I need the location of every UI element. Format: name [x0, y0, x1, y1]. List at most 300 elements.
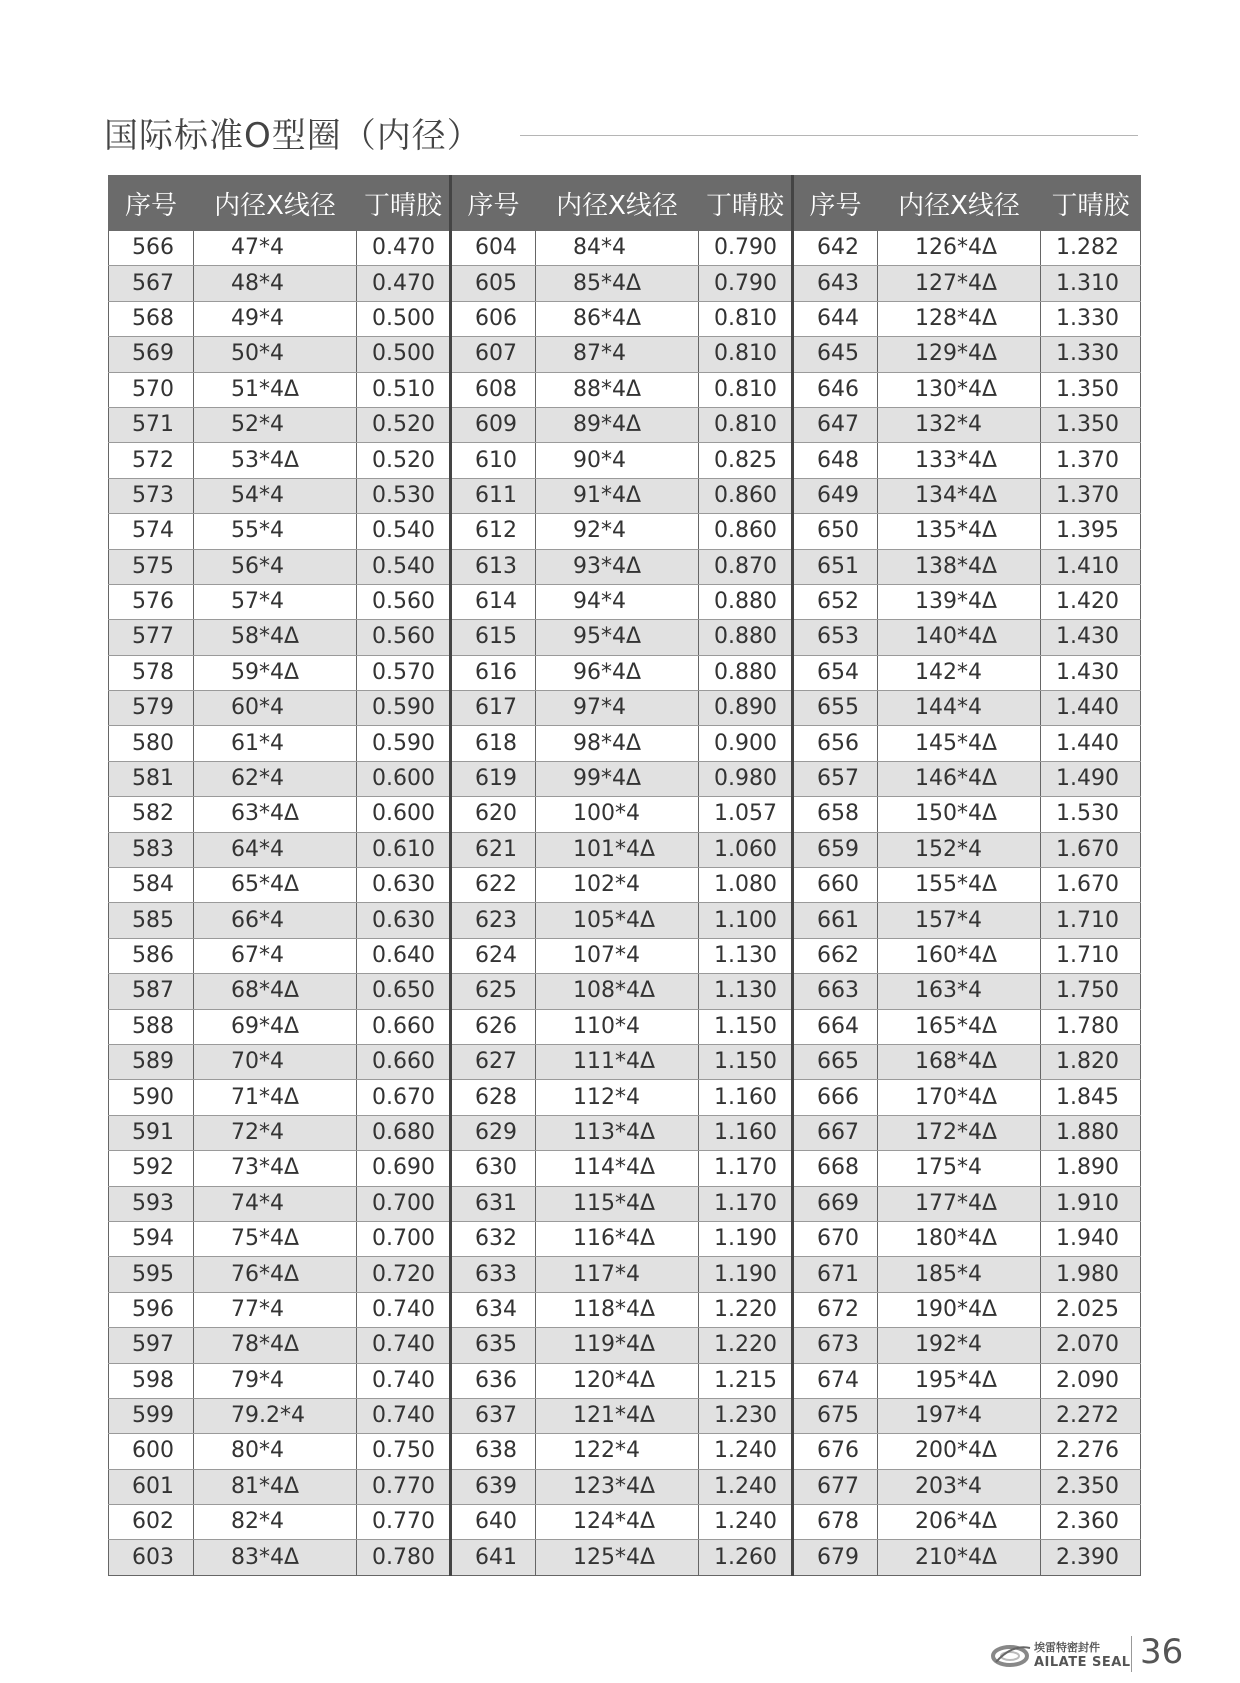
cell-nbr: 0.880 — [699, 655, 793, 690]
cell-nbr: 1.240 — [699, 1469, 793, 1504]
cell-size: 203*4 — [878, 1469, 1041, 1504]
cell-serial: 617 — [451, 691, 536, 726]
cell-size: 192*4 — [878, 1328, 1041, 1363]
cell-serial: 567 — [109, 266, 194, 301]
cell-nbr: 1.430 — [1041, 655, 1141, 690]
cell-size: 51*4Δ — [194, 372, 357, 407]
cell-serial: 679 — [793, 1540, 878, 1575]
cell-size: 78*4Δ — [194, 1328, 357, 1363]
cell-nbr: 1.100 — [699, 903, 793, 938]
cell-serial: 632 — [451, 1221, 536, 1256]
cell-size: 170*4Δ — [878, 1080, 1041, 1115]
cell-nbr: 1.420 — [1041, 584, 1141, 619]
cell-serial: 652 — [793, 584, 878, 619]
cell-size: 210*4Δ — [878, 1540, 1041, 1575]
cell-nbr: 1.410 — [1041, 549, 1141, 584]
cell-nbr: 0.600 — [357, 797, 451, 832]
cell-serial: 672 — [793, 1292, 878, 1327]
cell-serial: 584 — [109, 868, 194, 903]
cell-nbr: 1.910 — [1041, 1186, 1141, 1221]
cell-size: 71*4Δ — [194, 1080, 357, 1115]
cell-nbr: 0.900 — [699, 726, 793, 761]
cell-nbr: 0.700 — [357, 1186, 451, 1221]
cell-nbr: 1.395 — [1041, 514, 1141, 549]
cell-size: 119*4Δ — [536, 1328, 699, 1363]
cell-serial: 669 — [793, 1186, 878, 1221]
cell-nbr: 0.870 — [699, 549, 793, 584]
cell-size: 115*4Δ — [536, 1186, 699, 1221]
cell-size: 157*4 — [878, 903, 1041, 938]
cell-size: 63*4Δ — [194, 797, 357, 832]
cell-nbr: 1.240 — [699, 1505, 793, 1540]
cell-serial: 631 — [451, 1186, 536, 1221]
cell-nbr: 0.630 — [357, 903, 451, 938]
cell-serial: 624 — [451, 938, 536, 973]
cell-size: 83*4Δ — [194, 1540, 357, 1575]
cell-nbr: 0.520 — [357, 407, 451, 442]
cell-size: 108*4Δ — [536, 974, 699, 1009]
cell-size: 125*4Δ — [536, 1540, 699, 1575]
cell-nbr: 0.860 — [699, 478, 793, 513]
cell-serial: 576 — [109, 584, 194, 619]
cell-nbr: 0.740 — [357, 1328, 451, 1363]
cell-size: 84*4 — [536, 231, 699, 266]
table-row — [109, 761, 1141, 796]
cell-size: 190*4Δ — [878, 1292, 1041, 1327]
cell-nbr: 1.710 — [1041, 903, 1141, 938]
header-nbr: 丁晴胶 — [1041, 176, 1141, 231]
cell-serial: 641 — [451, 1540, 536, 1575]
cell-nbr: 0.980 — [699, 761, 793, 796]
cell-size: 116*4Δ — [536, 1221, 699, 1256]
cell-size: 150*4Δ — [878, 797, 1041, 832]
cell-serial: 613 — [451, 549, 536, 584]
cell-serial: 643 — [793, 266, 878, 301]
cell-size: 93*4Δ — [536, 549, 699, 584]
table-row — [109, 549, 1141, 584]
table-row — [109, 938, 1141, 973]
cell-nbr: 1.670 — [1041, 868, 1141, 903]
cell-size: 94*4 — [536, 584, 699, 619]
header-nbr: 丁晴胶 — [699, 176, 793, 231]
cell-size: 144*4 — [878, 691, 1041, 726]
cell-serial: 605 — [451, 266, 536, 301]
cell-serial: 626 — [451, 1009, 536, 1044]
cell-serial: 566 — [109, 231, 194, 266]
cell-serial: 586 — [109, 938, 194, 973]
cell-serial: 665 — [793, 1044, 878, 1079]
table-row — [109, 1080, 1141, 1115]
cell-serial: 640 — [451, 1505, 536, 1540]
table-row — [109, 1151, 1141, 1186]
cell-size: 69*4Δ — [194, 1009, 357, 1044]
cell-nbr: 0.470 — [357, 266, 451, 301]
cell-serial: 575 — [109, 549, 194, 584]
brand-logo — [990, 1638, 1140, 1672]
cell-serial: 596 — [109, 1292, 194, 1327]
cell-nbr: 0.880 — [699, 620, 793, 655]
cell-nbr: 1.150 — [699, 1009, 793, 1044]
brand-name-cn: 埃雷特密封件 — [1034, 1641, 1100, 1654]
cell-serial: 636 — [451, 1363, 536, 1398]
table-row — [109, 1186, 1141, 1221]
page-title: 国际标准O型圈（内径） — [104, 116, 482, 156]
cell-serial: 629 — [451, 1115, 536, 1150]
cell-serial: 657 — [793, 761, 878, 796]
cell-serial: 625 — [451, 974, 536, 1009]
cell-size: 91*4Δ — [536, 478, 699, 513]
cell-serial: 597 — [109, 1328, 194, 1363]
table-row — [109, 903, 1141, 938]
cell-size: 72*4 — [194, 1115, 357, 1150]
cell-nbr: 0.740 — [357, 1292, 451, 1327]
table-row — [109, 1469, 1141, 1504]
table-row — [109, 832, 1141, 867]
cell-serial: 638 — [451, 1434, 536, 1469]
table-body — [109, 231, 1141, 1576]
cell-serial: 612 — [451, 514, 536, 549]
cell-nbr: 1.260 — [699, 1540, 793, 1575]
cell-size: 79.2*4 — [194, 1398, 357, 1433]
cell-nbr: 1.440 — [1041, 726, 1141, 761]
cell-nbr: 0.590 — [357, 726, 451, 761]
table-row — [109, 301, 1141, 336]
cell-size: 98*4Δ — [536, 726, 699, 761]
cell-nbr: 1.370 — [1041, 443, 1141, 478]
cell-serial: 610 — [451, 443, 536, 478]
cell-serial: 619 — [451, 761, 536, 796]
title-divider — [520, 135, 1138, 136]
cell-size: 135*4Δ — [878, 514, 1041, 549]
cell-nbr: 0.650 — [357, 974, 451, 1009]
cell-nbr: 1.170 — [699, 1186, 793, 1221]
cell-size: 168*4Δ — [878, 1044, 1041, 1079]
cell-nbr: 0.610 — [357, 832, 451, 867]
cell-nbr: 1.160 — [699, 1080, 793, 1115]
table-row — [109, 407, 1141, 442]
page-number: 36 — [1140, 1632, 1184, 1672]
cell-serial: 590 — [109, 1080, 194, 1115]
header-serial: 序号 — [451, 176, 536, 231]
cell-serial: 603 — [109, 1540, 194, 1575]
cell-serial: 660 — [793, 868, 878, 903]
cell-size: 200*4Δ — [878, 1434, 1041, 1469]
cell-size: 124*4Δ — [536, 1505, 699, 1540]
cell-serial: 578 — [109, 655, 194, 690]
cell-nbr: 1.940 — [1041, 1221, 1141, 1256]
cell-nbr: 1.282 — [1041, 231, 1141, 266]
cell-size: 60*4 — [194, 691, 357, 726]
table-row — [109, 231, 1141, 266]
cell-nbr: 2.276 — [1041, 1434, 1141, 1469]
cell-nbr: 0.660 — [357, 1009, 451, 1044]
cell-nbr: 1.350 — [1041, 372, 1141, 407]
table-row — [109, 655, 1141, 690]
cell-size: 113*4Δ — [536, 1115, 699, 1150]
cell-serial: 678 — [793, 1505, 878, 1540]
cell-size: 139*4Δ — [878, 584, 1041, 619]
cell-serial: 651 — [793, 549, 878, 584]
cell-size: 61*4 — [194, 726, 357, 761]
table-row — [109, 726, 1141, 761]
cell-serial: 654 — [793, 655, 878, 690]
cell-nbr: 1.190 — [699, 1257, 793, 1292]
cell-serial: 662 — [793, 938, 878, 973]
cell-size: 75*4Δ — [194, 1221, 357, 1256]
cell-size: 76*4Δ — [194, 1257, 357, 1292]
cell-serial: 611 — [451, 478, 536, 513]
cell-size: 122*4 — [536, 1434, 699, 1469]
cell-serial: 594 — [109, 1221, 194, 1256]
cell-nbr: 0.810 — [699, 337, 793, 372]
cell-nbr: 0.810 — [699, 407, 793, 442]
cell-serial: 616 — [451, 655, 536, 690]
cell-size: 129*4Δ — [878, 337, 1041, 372]
cell-serial: 633 — [451, 1257, 536, 1292]
cell-size: 95*4Δ — [536, 620, 699, 655]
cell-size: 134*4Δ — [878, 478, 1041, 513]
cell-nbr: 1.080 — [699, 868, 793, 903]
header-serial: 序号 — [793, 176, 878, 231]
cell-size: 85*4Δ — [536, 266, 699, 301]
cell-nbr: 0.640 — [357, 938, 451, 973]
cell-size: 130*4Δ — [878, 372, 1041, 407]
cell-nbr: 2.390 — [1041, 1540, 1141, 1575]
cell-serial: 656 — [793, 726, 878, 761]
cell-serial: 645 — [793, 337, 878, 372]
cell-serial: 661 — [793, 903, 878, 938]
cell-size: 49*4 — [194, 301, 357, 336]
cell-nbr: 0.825 — [699, 443, 793, 478]
table-row — [109, 1505, 1141, 1540]
cell-size: 111*4Δ — [536, 1044, 699, 1079]
cell-size: 80*4 — [194, 1434, 357, 1469]
cell-size: 68*4Δ — [194, 974, 357, 1009]
cell-size: 152*4 — [878, 832, 1041, 867]
cell-serial: 589 — [109, 1044, 194, 1079]
cell-serial: 663 — [793, 974, 878, 1009]
cell-serial: 637 — [451, 1398, 536, 1433]
cell-size: 195*4Δ — [878, 1363, 1041, 1398]
cell-nbr: 0.530 — [357, 478, 451, 513]
cell-serial: 621 — [451, 832, 536, 867]
header-size: 内径X线径 — [878, 176, 1041, 231]
cell-nbr: 0.560 — [357, 584, 451, 619]
cell-serial: 635 — [451, 1328, 536, 1363]
cell-serial: 569 — [109, 337, 194, 372]
cell-serial: 655 — [793, 691, 878, 726]
cell-serial: 675 — [793, 1398, 878, 1433]
cell-nbr: 1.890 — [1041, 1151, 1141, 1186]
cell-serial: 593 — [109, 1186, 194, 1221]
cell-serial: 644 — [793, 301, 878, 336]
cell-serial: 568 — [109, 301, 194, 336]
table-row — [109, 1540, 1141, 1575]
cell-serial: 583 — [109, 832, 194, 867]
cell-serial: 599 — [109, 1398, 194, 1433]
cell-nbr: 1.440 — [1041, 691, 1141, 726]
table-row — [109, 584, 1141, 619]
cell-serial: 658 — [793, 797, 878, 832]
cell-nbr: 1.820 — [1041, 1044, 1141, 1079]
cell-size: 146*4Δ — [878, 761, 1041, 796]
cell-size: 145*4Δ — [878, 726, 1041, 761]
cell-size: 197*4 — [878, 1398, 1041, 1433]
cell-size: 123*4Δ — [536, 1469, 699, 1504]
table-row — [109, 1221, 1141, 1256]
cell-size: 62*4 — [194, 761, 357, 796]
cell-size: 77*4 — [194, 1292, 357, 1327]
cell-nbr: 1.750 — [1041, 974, 1141, 1009]
cell-nbr: 1.845 — [1041, 1080, 1141, 1115]
table-row — [109, 797, 1141, 832]
cell-serial: 607 — [451, 337, 536, 372]
cell-serial: 671 — [793, 1257, 878, 1292]
cell-size: 64*4 — [194, 832, 357, 867]
table-row — [109, 443, 1141, 478]
cell-nbr: 0.500 — [357, 301, 451, 336]
cell-size: 121*4Δ — [536, 1398, 699, 1433]
cell-size: 133*4Δ — [878, 443, 1041, 478]
cell-size: 128*4Δ — [878, 301, 1041, 336]
cell-size: 57*4 — [194, 584, 357, 619]
cell-nbr: 0.780 — [357, 1540, 451, 1575]
cell-nbr: 0.690 — [357, 1151, 451, 1186]
cell-nbr: 2.350 — [1041, 1469, 1141, 1504]
cell-size: 74*4 — [194, 1186, 357, 1221]
cell-serial: 627 — [451, 1044, 536, 1079]
cell-serial: 634 — [451, 1292, 536, 1327]
cell-nbr: 1.370 — [1041, 478, 1141, 513]
cell-serial: 650 — [793, 514, 878, 549]
cell-serial: 592 — [109, 1151, 194, 1186]
cell-size: 127*4Δ — [878, 266, 1041, 301]
cell-size: 54*4 — [194, 478, 357, 513]
cell-serial: 664 — [793, 1009, 878, 1044]
cell-nbr: 0.790 — [699, 231, 793, 266]
table-row — [109, 478, 1141, 513]
cell-nbr: 1.490 — [1041, 761, 1141, 796]
cell-size: 99*4Δ — [536, 761, 699, 796]
cell-nbr: 1.170 — [699, 1151, 793, 1186]
cell-nbr: 0.470 — [357, 231, 451, 266]
footer-divider — [1131, 1636, 1132, 1672]
cell-size: 160*4Δ — [878, 938, 1041, 973]
cell-size: 96*4Δ — [536, 655, 699, 690]
cell-serial: 587 — [109, 974, 194, 1009]
cell-serial: 570 — [109, 372, 194, 407]
cell-serial: 577 — [109, 620, 194, 655]
cell-size: 73*4Δ — [194, 1151, 357, 1186]
cell-serial: 676 — [793, 1434, 878, 1469]
cell-size: 59*4Δ — [194, 655, 357, 690]
cell-nbr: 0.880 — [699, 584, 793, 619]
cell-nbr: 1.060 — [699, 832, 793, 867]
cell-nbr: 1.130 — [699, 938, 793, 973]
table-row — [109, 974, 1141, 1009]
cell-nbr: 0.770 — [357, 1505, 451, 1540]
cell-nbr: 1.530 — [1041, 797, 1141, 832]
cell-serial: 595 — [109, 1257, 194, 1292]
cell-nbr: 0.570 — [357, 655, 451, 690]
cell-serial: 614 — [451, 584, 536, 619]
table-row — [109, 1257, 1141, 1292]
cell-size: 180*4Δ — [878, 1221, 1041, 1256]
cell-serial: 673 — [793, 1328, 878, 1363]
cell-size: 50*4 — [194, 337, 357, 372]
cell-size: 142*4 — [878, 655, 1041, 690]
cell-nbr: 2.360 — [1041, 1505, 1141, 1540]
table-row — [109, 1398, 1141, 1433]
cell-size: 53*4Δ — [194, 443, 357, 478]
table-row — [109, 372, 1141, 407]
cell-nbr: 0.860 — [699, 514, 793, 549]
cell-serial: 615 — [451, 620, 536, 655]
seal-ring-icon — [990, 1640, 1034, 1670]
cell-nbr: 1.350 — [1041, 407, 1141, 442]
cell-size: 163*4 — [878, 974, 1041, 1009]
cell-nbr: 1.220 — [699, 1292, 793, 1327]
cell-serial: 666 — [793, 1080, 878, 1115]
cell-nbr: 1.150 — [699, 1044, 793, 1079]
table-row — [109, 1009, 1141, 1044]
cell-size: 97*4 — [536, 691, 699, 726]
cell-size: 67*4 — [194, 938, 357, 973]
table-row — [109, 1328, 1141, 1363]
cell-nbr: 1.215 — [699, 1363, 793, 1398]
header-nbr: 丁晴胶 — [357, 176, 451, 231]
cell-serial: 580 — [109, 726, 194, 761]
header-size: 内径X线径 — [194, 176, 357, 231]
cell-nbr: 0.810 — [699, 372, 793, 407]
cell-size: 177*4Δ — [878, 1186, 1041, 1221]
cell-serial: 622 — [451, 868, 536, 903]
cell-size: 70*4 — [194, 1044, 357, 1079]
cell-serial: 606 — [451, 301, 536, 336]
cell-size: 175*4 — [878, 1151, 1041, 1186]
cell-serial: 601 — [109, 1469, 194, 1504]
o-ring-size-table — [108, 175, 1141, 1576]
cell-serial: 574 — [109, 514, 194, 549]
cell-serial: 639 — [451, 1469, 536, 1504]
cell-size: 89*4Δ — [536, 407, 699, 442]
header-serial: 序号 — [109, 176, 194, 231]
cell-nbr: 0.700 — [357, 1221, 451, 1256]
cell-serial: 571 — [109, 407, 194, 442]
cell-serial: 579 — [109, 691, 194, 726]
table-row — [109, 1363, 1141, 1398]
cell-serial: 667 — [793, 1115, 878, 1150]
cell-size: 107*4 — [536, 938, 699, 973]
cell-serial: 609 — [451, 407, 536, 442]
table-row — [109, 691, 1141, 726]
cell-serial: 670 — [793, 1221, 878, 1256]
table-row — [109, 1044, 1141, 1079]
cell-size: 140*4Δ — [878, 620, 1041, 655]
cell-size: 185*4 — [878, 1257, 1041, 1292]
table-row — [109, 1292, 1141, 1327]
cell-nbr: 0.500 — [357, 337, 451, 372]
cell-size: 126*4Δ — [878, 231, 1041, 266]
cell-serial: 649 — [793, 478, 878, 513]
cell-serial: 642 — [793, 231, 878, 266]
cell-serial: 582 — [109, 797, 194, 832]
cell-nbr: 1.330 — [1041, 337, 1141, 372]
cell-size: 110*4 — [536, 1009, 699, 1044]
cell-serial: 573 — [109, 478, 194, 513]
cell-nbr: 0.740 — [357, 1363, 451, 1398]
cell-nbr: 2.272 — [1041, 1398, 1141, 1433]
